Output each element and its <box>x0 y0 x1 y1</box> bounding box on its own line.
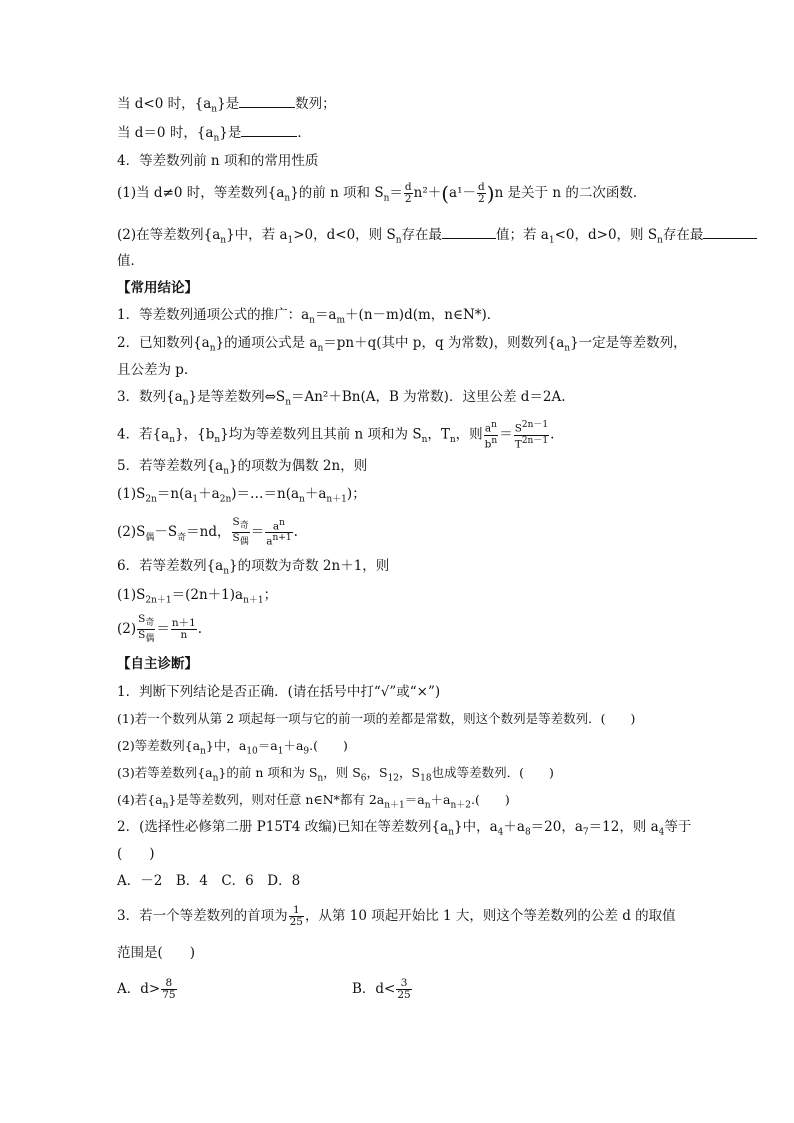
text-line: 且公差为 p. <box>117 362 189 378</box>
text: }是 <box>217 96 240 112</box>
text: }中，若 a <box>226 227 288 243</box>
section-heading: 【常用结论】 <box>117 280 198 296</box>
text: }的通项公式是 a <box>215 335 318 351</box>
text-line <box>117 557 389 581</box>
text: ＝12，则 a <box>588 819 659 835</box>
question-text <box>117 818 691 842</box>
text: ＝pn＋q(其中 p，q 为常数)，则数列{a <box>323 335 565 351</box>
text: }是等差数列⇔S <box>188 389 286 405</box>
text-line <box>117 306 500 330</box>
fraction: $\frac{a^n}{b^n}$ <box>484 420 498 450</box>
text: 存在最 <box>401 227 443 243</box>
subscript: 1 <box>192 494 199 505</box>
text-line <box>117 485 366 509</box>
fraction: $\frac{d}{2}$ <box>404 181 412 205</box>
text: .( ) <box>470 792 510 807</box>
subscript: n <box>299 494 305 505</box>
text: 4．若{a <box>117 426 170 443</box>
subscript: 8 <box>524 827 531 838</box>
text: 当 d＝0 时，{a <box>117 125 214 141</box>
statement-3 <box>117 764 554 788</box>
subscript: n <box>169 435 176 446</box>
text: ＝n(a <box>156 486 193 502</box>
text: )； <box>346 486 366 502</box>
subscript: n <box>200 746 206 757</box>
text: }的项数为偶数 2n，则 <box>229 458 368 474</box>
text: . <box>550 426 555 443</box>
text-line <box>117 226 757 250</box>
text: ，从第 10 项起开始比 1 大，则这个等差数列的公差 d 的取值 <box>304 908 676 924</box>
text-line <box>117 420 554 450</box>
subscript: n <box>448 827 454 838</box>
text: ＋(n－m)d(m，n∈N*)． <box>345 307 501 323</box>
text: }中，a <box>205 738 247 753</box>
text: (1)S <box>117 587 146 603</box>
subscript: n <box>209 343 216 354</box>
answer-blank[interactable] <box>239 95 295 108</box>
statement-4 <box>117 791 510 815</box>
subscript: 1 <box>277 746 284 757</box>
text: .( ) <box>309 738 348 753</box>
subscript: n <box>383 193 390 204</box>
subscript: 1 <box>548 235 555 246</box>
text: >0，d<0，则 S <box>293 227 396 243</box>
subscript: n <box>223 566 230 577</box>
fraction: $\frac{S_奇}{S_偶}$ <box>138 613 155 645</box>
subscript: 4 <box>497 827 504 838</box>
answer-blank[interactable] <box>703 226 757 239</box>
text-line <box>117 95 336 119</box>
text: }的项数为奇数 2n＋1，则 <box>229 558 390 574</box>
subscript: n＋1 <box>326 494 347 505</box>
text: }，{b <box>175 426 215 443</box>
text-line <box>117 388 566 412</box>
subscript: n＋1 <box>384 800 405 811</box>
text: (2)S <box>117 524 146 541</box>
subscript: 奇 <box>177 532 187 543</box>
subscript: n <box>421 435 428 446</box>
text-line <box>117 124 311 148</box>
options <box>117 978 178 1001</box>
subscript: n <box>285 397 291 408</box>
section-heading: 【自主诊断】 <box>117 656 198 672</box>
text: ＝ <box>250 524 265 541</box>
text: ＝a <box>314 307 337 323</box>
options: A．－2 B．4 C．6 D．8 <box>117 873 301 889</box>
text: 存在最 <box>662 227 704 243</box>
text-line <box>117 334 687 358</box>
text: (3)若等差数列{a <box>117 765 213 780</box>
text: ＋a <box>283 738 304 753</box>
subscript: 2n <box>145 494 157 505</box>
answer-blank[interactable] <box>241 124 297 137</box>
subscript: n <box>449 435 456 446</box>
subscript: n <box>317 343 324 354</box>
fraction: $\frac{S^{2n-1}}{T^{2n-1}}$ <box>514 420 549 450</box>
subscript: 12 <box>387 773 400 784</box>
text-line <box>117 182 646 208</box>
question-text <box>117 905 676 928</box>
fraction: $\frac{d}{2}$ <box>478 181 485 205</box>
text-line: 值． <box>117 253 144 269</box>
text: 数列； <box>295 96 336 112</box>
text: 2．(选择性必修第二册 P15T4 改编)已知在等差数列{a <box>117 819 449 835</box>
subscript: n <box>309 315 315 326</box>
text: 值；若 a <box>496 227 549 243</box>
fraction: $\frac{S_奇}{S_偶}$ <box>232 516 249 548</box>
answer-blank[interactable] <box>442 226 496 239</box>
text: a¹－ <box>449 185 477 201</box>
paren-right: ) <box>486 181 495 206</box>
fraction: $\frac{8}{75}$ <box>162 977 176 1001</box>
text: }的前 n 项和 S <box>290 185 384 201</box>
text: (4)若{a <box>117 792 163 807</box>
subscript: 6 <box>360 773 367 784</box>
text-line <box>117 614 202 645</box>
subscript: n <box>564 343 571 354</box>
subscript: n <box>657 235 663 246</box>
text: ＝ <box>156 621 170 638</box>
subscript: 偶 <box>145 532 155 543</box>
text: }一定是等差数列， <box>570 335 687 351</box>
subscript: n <box>284 193 291 204</box>
subscript: 10 <box>246 746 258 757</box>
text: 5．若等差数列{a <box>117 458 224 474</box>
text: ，S <box>366 765 388 780</box>
subscript: n <box>162 800 169 811</box>
subscript: 7 <box>582 827 589 838</box>
text: 也成等差数列．( ) <box>431 765 554 780</box>
option-a: A．d> <box>117 981 161 997</box>
text: (2)等差数列{a <box>117 738 201 753</box>
text: (1)当 d≠0 时，等差数列{a <box>117 185 285 201</box>
subscript: 1 <box>287 235 294 246</box>
text: ＝An²＋Bn(A，B 为常数)．这里公差 d＝2A. <box>290 389 566 405</box>
subscript: n <box>212 773 219 784</box>
subscript: n＋2 <box>450 800 471 811</box>
text: . <box>197 621 203 638</box>
subscript: n <box>214 435 221 446</box>
subscript: n <box>213 133 220 144</box>
option-b: B．d< <box>352 981 396 997</box>
text: 3．若一个等差数列的首项为 <box>117 908 288 924</box>
text: ＋a <box>503 819 525 835</box>
text: 6．若等差数列{a <box>117 558 224 574</box>
question-text: 1．判断下列结论是否正确．(请在括号中打“√”或“×”) <box>117 684 441 700</box>
subscript: 18 <box>420 773 432 784</box>
text: ． <box>297 125 311 141</box>
text: }的前 n 项和为 S <box>218 765 318 780</box>
text-line <box>117 457 367 481</box>
subscript: n <box>220 235 227 246</box>
text: n 是关于 n 的二次函数． <box>494 185 647 201</box>
subscript: m <box>336 315 346 326</box>
options <box>352 978 413 1001</box>
text: n²＋ <box>413 185 442 201</box>
fraction: $\frac{3}{25}$ <box>397 977 411 1001</box>
subscript: n <box>211 104 218 115</box>
paren-left: ( <box>441 181 450 206</box>
text: <0，d>0，则 S <box>554 227 658 243</box>
text: ，则 <box>455 426 483 443</box>
text: }是等差数列，则对任意 n∈N*都有 2a <box>168 792 385 807</box>
text: (1)S <box>117 486 146 502</box>
subscript: n <box>182 397 189 408</box>
text: }是 <box>219 125 242 141</box>
text: ＋a <box>304 486 327 502</box>
text: 2．已知数列{a <box>117 335 210 351</box>
statement-1: (1)若一个数列从第 2 项起每一项与它的前一项的差都是常数，则这个数列是等差数列．( ) <box>117 711 636 726</box>
subscript: 2n＋1 <box>145 595 172 606</box>
text: }中，a <box>454 819 498 835</box>
text: ＋a <box>430 792 451 807</box>
text: (2)在等差数列{a <box>117 227 221 243</box>
text: . <box>293 524 298 541</box>
text: ＝ <box>499 426 513 443</box>
text: ＝20，a <box>530 819 583 835</box>
subscript: n <box>424 800 431 811</box>
text: ； <box>263 587 278 603</box>
text-line <box>117 586 277 610</box>
text: ，则 S <box>323 765 361 780</box>
text: 1．等差数列通项公式的推广：a <box>117 307 310 323</box>
subscript: n <box>395 235 402 246</box>
statement-2 <box>117 737 348 761</box>
text: ＝nd， <box>186 524 231 541</box>
text: )＝…＝n(a <box>231 486 300 502</box>
subscript: n <box>317 773 324 784</box>
subscript: n <box>223 466 230 477</box>
text: ，T <box>427 426 450 443</box>
text: 等于 <box>664 819 692 835</box>
text-line <box>117 517 298 548</box>
text: ，S <box>399 765 421 780</box>
subscript: 4 <box>658 827 665 838</box>
subscript: n＋1 <box>243 595 264 606</box>
text: －S <box>154 524 178 541</box>
fraction: $\frac{a^n}{a^{n+1}}$ <box>266 517 292 548</box>
text: ＝ <box>389 185 403 201</box>
fraction: $\frac{n+1}{n}$ <box>171 617 196 642</box>
text-line: 范围是( ) <box>117 945 196 961</box>
text: 当 d<0 时，{a <box>117 96 212 112</box>
text: }均为等差数列且其前 n 项和为 S <box>220 426 422 443</box>
text: ＝(2n＋1)a <box>171 587 244 603</box>
subscript: 9 <box>303 746 310 757</box>
text: ＋a <box>198 486 220 502</box>
text: ＝a <box>257 738 278 753</box>
text: ＝a <box>404 792 425 807</box>
answer-parens: ( ) <box>117 846 155 862</box>
text: 3．数列{a <box>117 389 183 405</box>
subscript: 2n <box>219 494 232 505</box>
text: (2) <box>117 621 137 638</box>
fraction: $\frac{1}{25}$ <box>289 904 303 928</box>
section-heading: 4．等差数列前 n 项和的常用性质 <box>117 153 319 169</box>
